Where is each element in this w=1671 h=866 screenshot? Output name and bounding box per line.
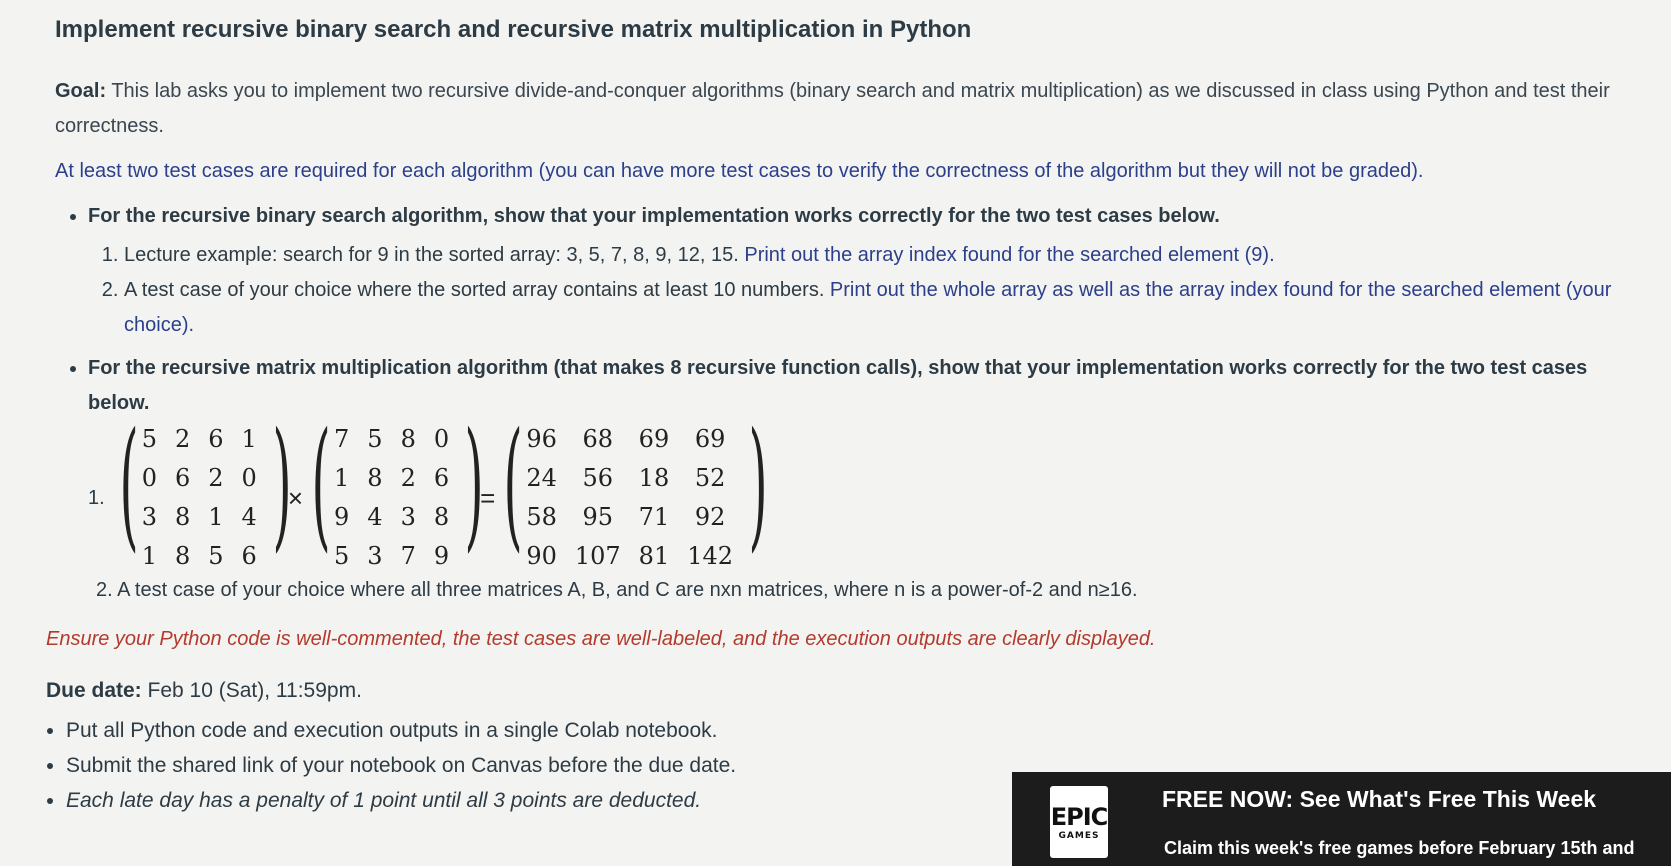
case2-instruction: Print out the whole array as well as the array index found for the searched element (your choice).	[124, 279, 1612, 336]
binary-search-case-2	[124, 273, 1652, 343]
matrix-c-row	[517, 459, 742, 498]
matrix-case-2: 2. A test case of your choice where all three matrices A, B, and C are nxn matrices, where n is a power-of-2 and n≥16.	[96, 579, 1138, 601]
matrix-cell: 5	[141, 425, 157, 453]
goal-text: This lab asks you to implement two recursive divide-and-conquer algorithms (binary search and matrix multiplication) as we discussed in class using Python and test their correctness.	[55, 80, 1610, 137]
matrix-cell: 5	[208, 542, 224, 570]
matrix-cell: 142	[687, 542, 734, 570]
binary-search-task	[88, 199, 1652, 343]
matrix-cell: 9	[433, 542, 450, 570]
matrix-case-number: 1.	[88, 486, 105, 509]
requirement-paragraph: At least two test cases are required for each algorithm (you can have more test cases to verify the correctness of the algorithm but they will not be graded).	[55, 160, 1424, 182]
due-label: Due date:	[46, 679, 142, 702]
matrix-c: ( 96 68 69 69 24 56 18 52 58 95 71 92 90 107 81 142 )	[497, 420, 762, 576]
matrix-mult-task	[88, 351, 1652, 608]
matrix-c-row	[517, 420, 742, 459]
matrix-cell: 4	[241, 503, 257, 531]
matrix-cell: 0	[433, 425, 450, 453]
matrix-cell: 2	[208, 464, 224, 492]
matrix-equation	[88, 403, 1652, 573]
matrix-cell: 69	[638, 425, 670, 453]
matrix-cell: 107	[574, 542, 621, 570]
matrix-a-table	[133, 420, 266, 576]
task-list	[52, 199, 1652, 608]
matrix-cell: 81	[638, 542, 670, 570]
matrix-cell: 68	[582, 425, 614, 453]
matrix-cell: 8	[433, 503, 450, 531]
goal-label: Goal:	[55, 80, 107, 102]
matrix-b-row	[325, 420, 458, 459]
matrix-cell: 7	[334, 425, 350, 453]
times-sign: ×	[287, 482, 303, 513]
matrix-c-row	[517, 537, 742, 576]
matrix-cell: 5	[334, 542, 350, 570]
assignment-page	[46, 16, 1652, 818]
ad-headline[interactable]: FREE NOW: See What's Free This Week	[1162, 786, 1597, 812]
matrix-cell: 58	[526, 503, 557, 531]
matrix-cell: 1	[241, 425, 257, 453]
page-title: Implement recursive binary search and recursive matrix multiplication in Python	[55, 16, 972, 43]
matrix-cell: 1	[334, 464, 350, 492]
epic-games-logo[interactable]: EPIC GAMES	[1050, 786, 1108, 858]
matrix-b: ( 7 5 8 0 1 8 2 6 9 4 3 8 5 3 7 9 )	[305, 420, 478, 576]
matrix-c-row	[517, 498, 742, 537]
case1-instruction: Print out the array index found for the searched element (9).	[738, 244, 1275, 266]
equals-sign: =	[480, 482, 496, 513]
case2-text: A test case of your choice where the sorted array contains at least 10 numbers.	[124, 279, 825, 301]
matrix-cell: 56	[582, 464, 614, 492]
matrix-cell: 5	[367, 425, 383, 453]
matrix-cell: 24	[526, 464, 557, 492]
ad-subtext: Claim this week's free games before February 15th and	[1164, 838, 1635, 858]
matrix-a-row	[133, 459, 266, 498]
matrix-cell: 95	[582, 503, 614, 531]
case1-text: Lecture example: search for 9 in the sorted array: 3, 5, 7, 8, 9, 12, 15.	[124, 244, 739, 266]
submission-item: • Each late day has a penalty of 1 point until all 3 points are deducted.	[66, 783, 1652, 818]
matrix-cell: 7	[400, 542, 416, 570]
matrix-cell: 8	[174, 503, 191, 531]
matrix-b-row	[325, 498, 458, 537]
matrix-cell: 4	[367, 503, 383, 531]
epic-games-ad-banner[interactable]	[1012, 772, 1671, 866]
matrix-cell: 0	[141, 464, 157, 492]
matrix-cell: 52	[694, 464, 726, 492]
matrix-cell: 3	[141, 503, 157, 531]
matrix-cell: 6	[174, 464, 191, 492]
matrix-cell: 3	[400, 503, 416, 531]
matrix-cell: 8	[400, 425, 416, 453]
goal-paragraph	[55, 74, 1652, 144]
matrix-b-row	[325, 459, 458, 498]
matrix-cell: 9	[334, 503, 350, 531]
matrix-cell: 69	[694, 425, 726, 453]
matrix-c-table	[517, 420, 742, 576]
matrix-cell: 6	[208, 425, 224, 453]
submission-item: • Put all Python code and execution outputs in a single Colab notebook.	[66, 713, 1652, 748]
matrix-cell: 1	[141, 542, 157, 570]
matrix-a: ( 5 2 6 1 0 6 2 0 3 8 1 4 1 8 5 6 )	[113, 420, 286, 576]
matrix-cell: 8	[367, 464, 383, 492]
due-value: Feb 10 (Sat), 11:59pm.	[141, 679, 362, 702]
matrix-cell: 1	[208, 503, 224, 531]
matrix-cell: 92	[694, 503, 726, 531]
matrix-cell: 2	[174, 425, 191, 453]
binary-search-cases	[88, 238, 1652, 343]
matrix-cell: 6	[241, 542, 257, 570]
matrix-a-row	[133, 420, 266, 459]
matrix-cell: 6	[433, 464, 450, 492]
matrix-cell: 96	[526, 425, 557, 453]
matrix-mult-lead: For the recursive matrix multiplication algorithm (that makes 8 recursive function calls), show that your implementation works correctly for the two test cases below.	[88, 357, 1588, 414]
matrix-cell: 90	[526, 542, 557, 570]
matrix-case-2-text: A test case of your choice where all three matrices A, B, and C are nxn matrices, where n is a power-of-2 and n≥16.	[117, 579, 1138, 601]
matrix-cell: 3	[367, 542, 383, 570]
commenting-note: Ensure your Python code is well-commented, the test cases are well-labeled, and the execution outputs are clearly displayed.	[46, 628, 1156, 650]
matrix-b-table	[325, 420, 458, 576]
binary-search-lead: For the recursive binary search algorithm, show that your implementation works correctly for the two test cases below.	[88, 205, 1220, 227]
matrix-cell: 71	[638, 503, 670, 531]
matrix-cell: 0	[241, 464, 257, 492]
submission-item: • Submit the shared link of your notebook on Canvas before the due date.	[66, 748, 1652, 783]
matrix-cell: 2	[400, 464, 416, 492]
due-date	[46, 679, 1652, 703]
binary-search-case-1	[124, 238, 1652, 273]
matrix-cell: 18	[638, 464, 670, 492]
matrix-a-row	[133, 537, 266, 576]
matrix-b-row	[325, 537, 458, 576]
matrix-a-row	[133, 498, 266, 537]
matrix-cell: 8	[174, 542, 191, 570]
